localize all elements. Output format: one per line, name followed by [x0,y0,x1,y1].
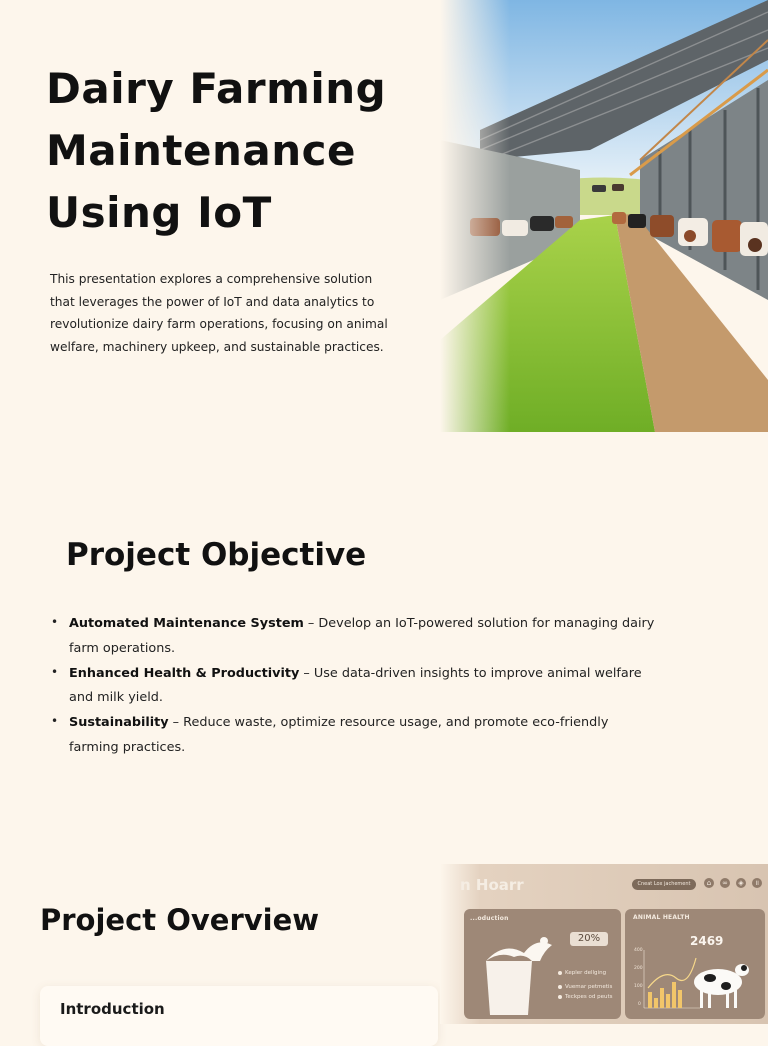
animal-health-label: ANIMAL HEALTH [633,914,690,921]
barn-cows-image [440,0,768,432]
objective-item-label: Sustainability [69,715,169,731]
hero-description: This presentation explores a comprehensive solution that leverages the power of IoT and data analytics to revolutionize dairy farm operations, focusing on animal welfare, machinery upkeep, and sustainable practices. [50,272,388,355]
axis-tick: 200 [634,966,643,971]
axis-tick: 400 [634,948,643,953]
introduction-card[interactable] [40,986,438,1046]
overview-title: Project Overview [40,903,320,937]
introduction-card-title: Introduction [60,1000,165,1018]
legend-item: Vuemar petmetis [558,984,612,990]
objective-item-text: – Reduce waste, optimize resource usage, and promote eco-friendly farming practices. [69,715,609,755]
axis-tick: 100 [634,984,643,989]
legend-item: Kepler dellging [558,970,606,976]
objective-list [50,612,660,761]
dashboard-brand: n Hoarr [460,876,524,894]
objective-item-label: Automated Maintenance System [69,616,304,631]
objective-item-text: – Use data-driven insights to improve animal welfare and milk yield. [69,665,642,706]
hero-title: Dairy Farming Maintenance Using IoT [46,64,387,237]
animal-health-number: 2469 [690,934,724,948]
objective-item [50,612,660,662]
cow-health-graphic [640,948,760,1012]
production-panel-label: ...oduction [470,915,509,922]
production-panel [464,909,621,1019]
home-icon: ⌂ [704,878,714,888]
legend-item: Teckpes od peuts [558,994,613,1000]
objective-item-text: – Develop an IoT-powered solution for managing dairy farm operations. [69,616,655,656]
objective-item-label: Enhanced Health & Productivity [69,665,300,681]
production-percent: 20% [570,932,608,946]
objective-title: Project Objective [66,537,367,573]
link-icon: ∞ [720,878,730,888]
milk-splash-icon [474,931,554,1017]
dashboard-preview-image [440,864,768,1024]
objective-item [50,662,660,712]
dashboard-pill: Cneat Lox jachement [632,879,696,890]
shield-icon: ◈ [736,878,746,888]
objective-item [50,711,660,761]
axis-tick: 0 [638,1002,641,1007]
pause-icon: ॥ [752,878,762,888]
